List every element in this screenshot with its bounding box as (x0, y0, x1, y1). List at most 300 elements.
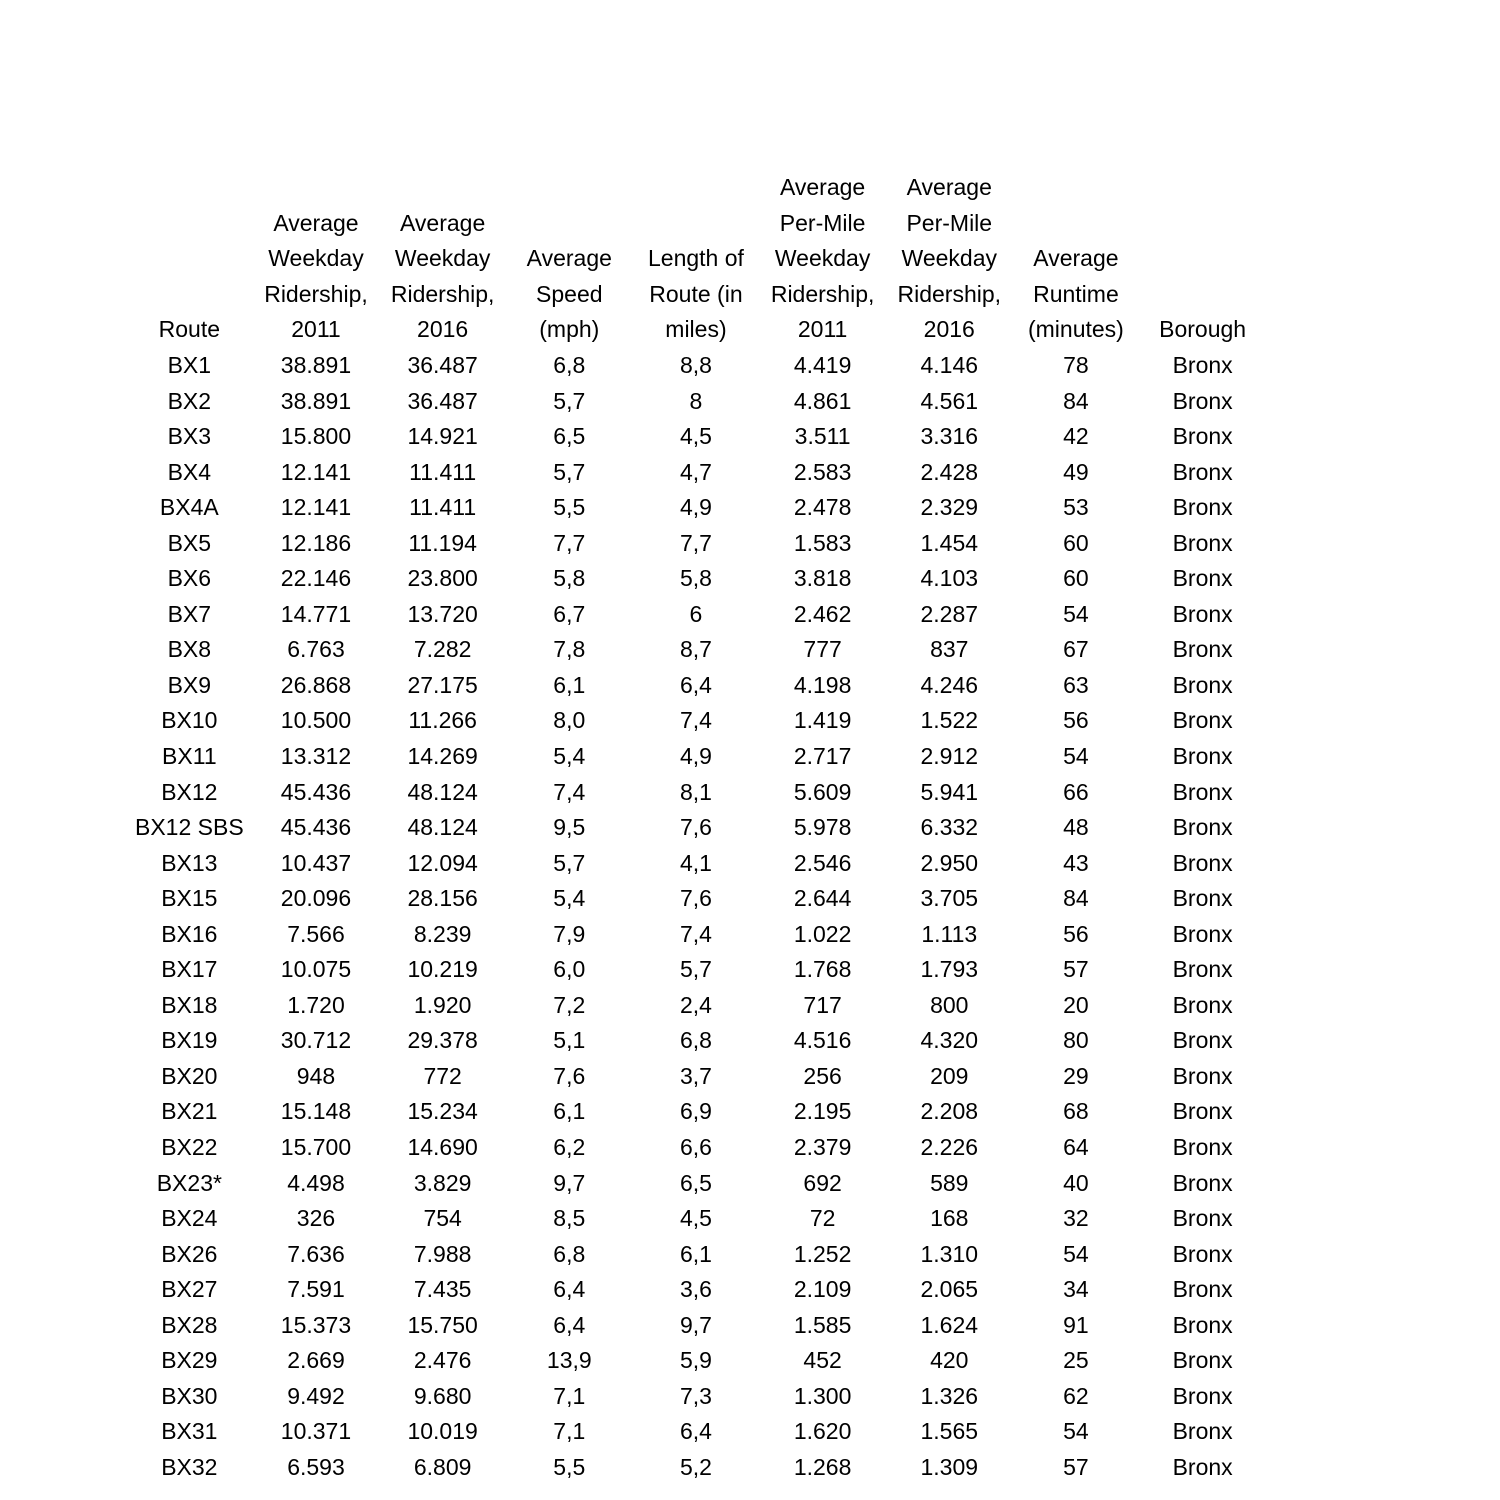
runtime-cell: 67 (1063, 636, 1089, 663)
borough-cell: Bronx (1172, 1418, 1233, 1445)
per-mile-2011-cell: 2.546 (793, 849, 852, 876)
route-cell: BX21 (161, 1098, 218, 1125)
header-average-speed: Average Speed (mph) (526, 245, 612, 343)
per-mile-2011-cell: 1.022 (793, 920, 852, 947)
ridership-2016-cell: 7.435 (413, 1276, 472, 1303)
per-mile-2011-cell: 1.768 (793, 956, 852, 983)
ridership-2011-cell: 12.141 (280, 458, 352, 485)
route-cell: BX26 (161, 1240, 218, 1267)
length-cell: 6,1 (679, 1240, 712, 1267)
ridership-2011-cell: 38.891 (280, 387, 352, 414)
length-cell: 5,7 (679, 956, 712, 983)
runtime-cell: 43 (1063, 849, 1089, 876)
borough-cell: Bronx (1172, 1311, 1233, 1338)
speed-cell: 8,5 (553, 1205, 586, 1232)
table-row (126, 1130, 1266, 1166)
runtime-cell: 60 (1063, 529, 1089, 556)
route-cell: BX7 (167, 600, 212, 627)
length-cell: 8,7 (679, 636, 712, 663)
per-mile-2016-cell: 6.332 (920, 814, 979, 841)
table-row (126, 1343, 1266, 1379)
ridership-2011-cell: 15.373 (280, 1311, 352, 1338)
runtime-cell: 34 (1063, 1276, 1089, 1303)
route-cell: BX12 (161, 778, 218, 805)
route-cell: BX17 (161, 956, 218, 983)
borough-cell: Bronx (1172, 1347, 1233, 1374)
runtime-cell: 32 (1063, 1205, 1089, 1232)
speed-cell: 6,8 (553, 1240, 586, 1267)
table-row (126, 419, 1266, 455)
length-cell: 7,6 (679, 885, 712, 912)
runtime-cell: 54 (1063, 600, 1089, 627)
per-mile-2016-cell: 3.705 (920, 885, 979, 912)
ridership-2016-cell: 27.175 (407, 671, 478, 698)
route-cell: BX8 (167, 636, 212, 663)
per-mile-2016-cell: 5.941 (920, 778, 979, 805)
speed-cell: 5,8 (553, 565, 586, 592)
runtime-cell: 29 (1063, 1062, 1089, 1089)
per-mile-2011-cell: 4.198 (793, 671, 852, 698)
per-mile-2016-cell: 4.146 (920, 351, 979, 378)
ridership-2016-cell: 8.239 (413, 920, 472, 947)
route-cell: BX15 (161, 885, 218, 912)
per-mile-2016-cell: 2.287 (920, 600, 979, 627)
ridership-2016-cell: 2.476 (413, 1347, 472, 1374)
ridership-2011-cell: 12.141 (280, 494, 352, 521)
table-row (126, 1414, 1266, 1450)
ridership-2011-cell: 45.436 (280, 778, 352, 805)
runtime-cell: 49 (1063, 458, 1089, 485)
length-cell: 3,6 (679, 1276, 712, 1303)
per-mile-2011-cell: 452 (803, 1347, 842, 1374)
route-cell: BX28 (161, 1311, 218, 1338)
length-cell: 8,8 (679, 351, 712, 378)
route-cell: BX10 (161, 707, 218, 734)
route-cell: BX32 (161, 1453, 218, 1480)
borough-cell: Bronx (1172, 458, 1233, 485)
ridership-2016-cell: 48.124 (407, 778, 478, 805)
per-mile-2016-cell: 4.246 (920, 671, 979, 698)
per-mile-2016-cell: 1.310 (920, 1240, 979, 1267)
per-mile-2011-cell: 2.717 (793, 742, 852, 769)
route-cell: BX30 (161, 1382, 218, 1409)
borough-cell: Bronx (1172, 1027, 1233, 1054)
route-cell: BX24 (161, 1205, 218, 1232)
table-body (126, 348, 1266, 1486)
route-cell: BX18 (161, 991, 218, 1018)
table-row (126, 348, 1266, 384)
borough-cell: Bronx (1172, 671, 1233, 698)
ridership-2016-cell: 48.124 (407, 814, 478, 841)
ridership-2011-cell: 14.771 (280, 600, 352, 627)
per-mile-2011-cell: 1.419 (793, 707, 852, 734)
speed-cell: 5,7 (553, 458, 586, 485)
length-cell: 5,9 (679, 1347, 712, 1374)
runtime-cell: 84 (1063, 885, 1089, 912)
ridership-2011-cell: 26.868 (280, 671, 352, 698)
per-mile-2016-cell: 4.561 (920, 387, 979, 414)
runtime-cell: 54 (1063, 742, 1089, 769)
runtime-cell: 54 (1063, 1418, 1089, 1445)
ridership-2016-cell: 7.988 (413, 1240, 472, 1267)
ridership-2016-cell: 12.094 (407, 849, 478, 876)
header-weekday-ridership-2011: Average Weekday Ridership, 2011 (264, 209, 368, 343)
length-cell: 6,4 (679, 1418, 712, 1445)
borough-cell: Bronx (1172, 636, 1233, 663)
borough-cell: Bronx (1172, 1453, 1233, 1480)
per-mile-2011-cell: 1.585 (793, 1311, 852, 1338)
route-cell: BX1 (167, 351, 212, 378)
per-mile-2011-cell: 2.478 (793, 494, 852, 521)
ridership-2016-cell: 15.750 (407, 1311, 478, 1338)
borough-cell: Bronx (1172, 1134, 1233, 1160)
route-cell: BX29 (161, 1347, 218, 1374)
per-mile-2016-cell: 420 (930, 1347, 969, 1374)
table-row (126, 632, 1266, 668)
table-row (126, 490, 1266, 526)
table-row (126, 1166, 1266, 1202)
length-cell: 4,9 (679, 742, 712, 769)
length-cell: 7,6 (679, 814, 712, 841)
header-per-mile-ridership-2011: Average Per-Mile Weekday Ridership, 2011 (770, 174, 875, 343)
per-mile-2016-cell: 2.428 (920, 458, 979, 485)
route-cell: BX27 (161, 1276, 218, 1303)
ridership-2016-cell: 7.282 (413, 636, 472, 663)
per-mile-2011-cell: 1.300 (793, 1382, 852, 1409)
per-mile-2011-cell: 2.109 (793, 1276, 852, 1303)
table-row (126, 1059, 1266, 1095)
ridership-2011-cell: 948 (296, 1062, 336, 1089)
per-mile-2011-cell: 2.379 (793, 1134, 852, 1160)
runtime-cell: 80 (1063, 1027, 1089, 1054)
per-mile-2011-cell: 4.419 (793, 351, 852, 378)
borough-cell: Bronx (1172, 529, 1233, 556)
route-cell: BX5 (167, 529, 212, 556)
borough-cell: Bronx (1172, 494, 1233, 521)
per-mile-2016-cell: 837 (930, 636, 969, 663)
ridership-2016-cell: 15.234 (407, 1098, 478, 1125)
spreadsheet-page (126, 170, 1266, 1485)
per-mile-2011-cell: 777 (803, 636, 842, 663)
header-weekday-ridership-2016: Average Weekday Ridership, 2016 (390, 209, 495, 343)
length-cell: 6,8 (679, 1027, 712, 1054)
per-mile-2016-cell: 4.320 (920, 1027, 979, 1054)
ridership-2016-cell: 9.680 (413, 1382, 472, 1409)
table-row (126, 1201, 1266, 1237)
length-cell: 7,4 (679, 707, 712, 734)
speed-cell: 5,1 (553, 1027, 586, 1054)
speed-cell: 9,7 (553, 1169, 586, 1196)
table-row (126, 739, 1266, 775)
runtime-cell: 60 (1063, 565, 1089, 592)
route-cell: BX4A (159, 494, 219, 521)
ridership-2016-cell: 1.920 (413, 991, 472, 1018)
ridership-2011-cell: 22.146 (280, 565, 352, 592)
table-row (126, 988, 1266, 1024)
header-per-mile-ridership-2016: Average Per-Mile Weekday Ridership, 2016 (897, 174, 1002, 343)
per-mile-2016-cell: 2.912 (920, 742, 979, 769)
length-cell: 8,1 (679, 778, 712, 805)
runtime-cell: 56 (1063, 707, 1089, 734)
runtime-cell: 42 (1063, 423, 1089, 450)
ridership-2011-cell: 15.148 (280, 1098, 352, 1125)
ridership-2011-cell: 10.437 (280, 849, 352, 876)
per-mile-2016-cell: 209 (930, 1062, 969, 1089)
speed-cell: 5,7 (553, 387, 586, 414)
ridership-2016-cell: 14.690 (407, 1134, 478, 1160)
per-mile-2011-cell: 256 (803, 1062, 842, 1089)
per-mile-2016-cell: 1.793 (920, 956, 979, 983)
table-row (126, 952, 1266, 988)
table-row (126, 668, 1266, 704)
ridership-2011-cell: 15.700 (280, 1134, 352, 1160)
length-cell: 5,8 (679, 565, 712, 592)
runtime-cell: 57 (1063, 1453, 1089, 1480)
per-mile-2016-cell: 4.103 (920, 565, 979, 592)
ridership-2016-cell: 11.411 (409, 458, 477, 485)
ridership-2011-cell: 7.636 (287, 1240, 345, 1267)
length-cell: 6,4 (679, 671, 712, 698)
ridership-2011-cell: 45.436 (280, 814, 352, 841)
route-cell: BX23* (156, 1169, 222, 1196)
speed-cell: 6,5 (553, 423, 586, 450)
length-cell: 6,5 (679, 1169, 712, 1196)
length-cell: 6,9 (679, 1098, 712, 1125)
ridership-2016-cell: 14.921 (407, 423, 478, 450)
speed-cell: 7,6 (553, 1062, 586, 1089)
per-mile-2011-cell: 1.268 (793, 1453, 852, 1480)
table-row (126, 775, 1266, 811)
table-row (126, 881, 1266, 917)
borough-cell: Bronx (1172, 849, 1233, 876)
borough-cell: Bronx (1172, 351, 1233, 378)
route-cell: BX3 (167, 423, 212, 450)
header-borough: Borough (1159, 316, 1247, 343)
ridership-2011-cell: 15.800 (280, 423, 352, 450)
ridership-2011-cell: 9.492 (287, 1382, 345, 1409)
route-cell: BX4 (167, 458, 212, 485)
per-mile-2016-cell: 2.208 (920, 1098, 979, 1125)
per-mile-2016-cell: 1.309 (920, 1453, 979, 1480)
per-mile-2016-cell: 3.316 (920, 423, 979, 450)
length-cell: 4,7 (679, 458, 712, 485)
route-cell: BX16 (161, 920, 218, 947)
table-row (126, 1308, 1266, 1344)
ridership-2016-cell: 772 (423, 1062, 462, 1089)
borough-cell: Bronx (1172, 600, 1233, 627)
table-row (126, 384, 1266, 420)
per-mile-2011-cell: 692 (803, 1169, 842, 1196)
per-mile-2016-cell: 2.226 (920, 1134, 979, 1160)
speed-cell: 5,5 (553, 494, 586, 521)
table-row (126, 597, 1266, 633)
speed-cell: 6,0 (553, 956, 586, 983)
table-row (126, 1272, 1266, 1308)
runtime-cell: 25 (1063, 1347, 1089, 1374)
route-cell: BX12 SBS (134, 814, 244, 841)
table-row (126, 810, 1266, 846)
borough-cell: Bronx (1172, 423, 1233, 450)
borough-cell: Bronx (1172, 1062, 1233, 1089)
ridership-2016-cell: 36.487 (407, 387, 478, 414)
speed-cell: 5,4 (553, 742, 586, 769)
speed-cell: 7,4 (553, 778, 586, 805)
speed-cell: 5,7 (553, 849, 586, 876)
table-row (126, 561, 1266, 597)
ridership-2011-cell: 12.186 (280, 529, 352, 556)
speed-cell: 5,4 (553, 885, 586, 912)
speed-cell: 7,1 (553, 1418, 586, 1445)
per-mile-2011-cell: 1.583 (793, 529, 852, 556)
ridership-2011-cell: 13.312 (280, 742, 352, 769)
borough-cell: Bronx (1172, 1098, 1233, 1125)
runtime-cell: 66 (1063, 778, 1089, 805)
route-cell: BX22 (161, 1134, 218, 1160)
length-cell: 3,7 (679, 1062, 712, 1089)
borough-cell: Bronx (1172, 814, 1233, 841)
runtime-cell: 91 (1063, 1311, 1089, 1338)
per-mile-2016-cell: 168 (930, 1205, 969, 1232)
ridership-2016-cell: 29.378 (407, 1027, 478, 1054)
speed-cell: 6,1 (553, 671, 586, 698)
borough-cell: Bronx (1172, 742, 1233, 769)
speed-cell: 9,5 (553, 814, 586, 841)
borough-cell: Bronx (1172, 1169, 1233, 1196)
speed-cell: 7,7 (553, 529, 586, 556)
speed-cell: 6,4 (553, 1276, 586, 1303)
header-route-length: Length of Route (in miles) (647, 245, 744, 343)
per-mile-2016-cell: 1.113 (921, 920, 978, 947)
ridership-2011-cell: 6.763 (287, 636, 345, 663)
per-mile-2016-cell: 800 (930, 991, 969, 1018)
borough-cell: Bronx (1172, 1382, 1233, 1409)
route-cell: BX2 (167, 387, 212, 414)
per-mile-2011-cell: 3.511 (794, 423, 851, 450)
runtime-cell: 20 (1063, 991, 1089, 1018)
per-mile-2016-cell: 2.329 (920, 494, 979, 521)
ridership-2016-cell: 754 (423, 1205, 462, 1232)
per-mile-2016-cell: 1.624 (920, 1311, 979, 1338)
route-cell: BX13 (161, 849, 218, 876)
per-mile-2016-cell: 2.950 (920, 849, 979, 876)
ridership-2016-cell: 11.194 (408, 529, 477, 556)
table-row (126, 1023, 1266, 1059)
length-cell: 7,4 (679, 920, 712, 947)
runtime-cell: 56 (1063, 920, 1089, 947)
ridership-2016-cell: 36.487 (407, 351, 478, 378)
ridership-2011-cell: 30.712 (280, 1027, 352, 1054)
length-cell: 5,2 (679, 1453, 712, 1480)
borough-cell: Bronx (1172, 1205, 1233, 1232)
per-mile-2011-cell: 2.195 (793, 1098, 852, 1125)
per-mile-2011-cell: 2.644 (793, 885, 852, 912)
table-row (126, 703, 1266, 739)
per-mile-2011-cell: 3.818 (793, 565, 852, 592)
runtime-cell: 54 (1063, 1240, 1089, 1267)
runtime-cell: 84 (1063, 387, 1089, 414)
per-mile-2016-cell: 2.065 (920, 1276, 979, 1303)
borough-cell: Bronx (1172, 565, 1233, 592)
per-mile-2011-cell: 1.620 (793, 1418, 852, 1445)
speed-cell: 5,5 (553, 1453, 586, 1480)
ridership-2011-cell: 4.498 (287, 1169, 345, 1196)
length-cell: 2,4 (679, 991, 712, 1018)
speed-cell: 8,0 (553, 707, 586, 734)
per-mile-2016-cell: 1.454 (920, 529, 979, 556)
length-cell: 4,5 (679, 423, 712, 450)
bus-ridership-table (126, 170, 1266, 1485)
length-cell: 6 (689, 600, 703, 627)
speed-cell: 6,1 (553, 1098, 586, 1125)
runtime-cell: 48 (1063, 814, 1089, 841)
route-cell: BX19 (161, 1027, 218, 1054)
ridership-2011-cell: 1.720 (287, 991, 345, 1018)
borough-cell: Bronx (1172, 387, 1233, 414)
speed-cell: 7,2 (553, 991, 586, 1018)
per-mile-2011-cell: 5.609 (793, 778, 852, 805)
per-mile-2011-cell: 2.462 (793, 600, 852, 627)
per-mile-2011-cell: 4.861 (793, 387, 852, 414)
table-row (126, 526, 1266, 562)
route-cell: BX11 (162, 742, 217, 769)
borough-cell: Bronx (1172, 885, 1233, 912)
ridership-2016-cell: 23.800 (407, 565, 478, 592)
borough-cell: Bronx (1172, 956, 1233, 983)
ridership-2016-cell: 13.720 (407, 600, 478, 627)
ridership-2016-cell: 6.809 (413, 1453, 472, 1480)
per-mile-2011-cell: 1.252 (793, 1240, 852, 1267)
per-mile-2016-cell: 1.565 (920, 1418, 979, 1445)
per-mile-2016-cell: 1.522 (920, 707, 979, 734)
ridership-2016-cell: 11.411 (409, 494, 477, 521)
ridership-2016-cell: 3.829 (413, 1169, 472, 1196)
ridership-2016-cell: 11.266 (408, 707, 477, 734)
length-cell: 8 (689, 387, 703, 414)
borough-cell: Bronx (1172, 778, 1233, 805)
per-mile-2011-cell: 717 (803, 991, 842, 1018)
header-row (126, 170, 1266, 348)
borough-cell: Bronx (1172, 991, 1233, 1018)
per-mile-2011-cell: 72 (809, 1205, 836, 1232)
ridership-2011-cell: 10.500 (280, 707, 352, 734)
length-cell: 4,1 (679, 849, 712, 876)
speed-cell: 7,8 (553, 636, 586, 663)
runtime-cell: 53 (1063, 494, 1089, 521)
speed-cell: 7,9 (553, 920, 586, 947)
runtime-cell: 40 (1063, 1169, 1089, 1196)
length-cell: 6,6 (679, 1134, 712, 1160)
borough-cell: Bronx (1172, 1276, 1233, 1303)
speed-cell: 6,7 (553, 600, 586, 627)
runtime-cell: 64 (1063, 1134, 1089, 1160)
table-row (126, 1450, 1266, 1486)
per-mile-2011-cell: 4.516 (793, 1027, 852, 1054)
speed-cell: 6,8 (553, 351, 586, 378)
speed-cell: 6,4 (553, 1311, 586, 1338)
per-mile-2011-cell: 5.978 (793, 814, 852, 841)
ridership-2011-cell: 326 (296, 1205, 336, 1232)
table-row (126, 846, 1266, 882)
route-cell: BX31 (161, 1418, 218, 1445)
runtime-cell: 63 (1063, 671, 1089, 698)
ridership-2011-cell: 38.891 (280, 351, 352, 378)
route-cell: BX20 (161, 1062, 218, 1089)
speed-cell: 6,2 (553, 1134, 586, 1160)
header-average-runtime: Average Runtime (minutes) (1027, 245, 1124, 343)
per-mile-2011-cell: 2.583 (793, 458, 852, 485)
length-cell: 4,5 (679, 1205, 712, 1232)
ridership-2011-cell: 20.096 (280, 885, 352, 912)
